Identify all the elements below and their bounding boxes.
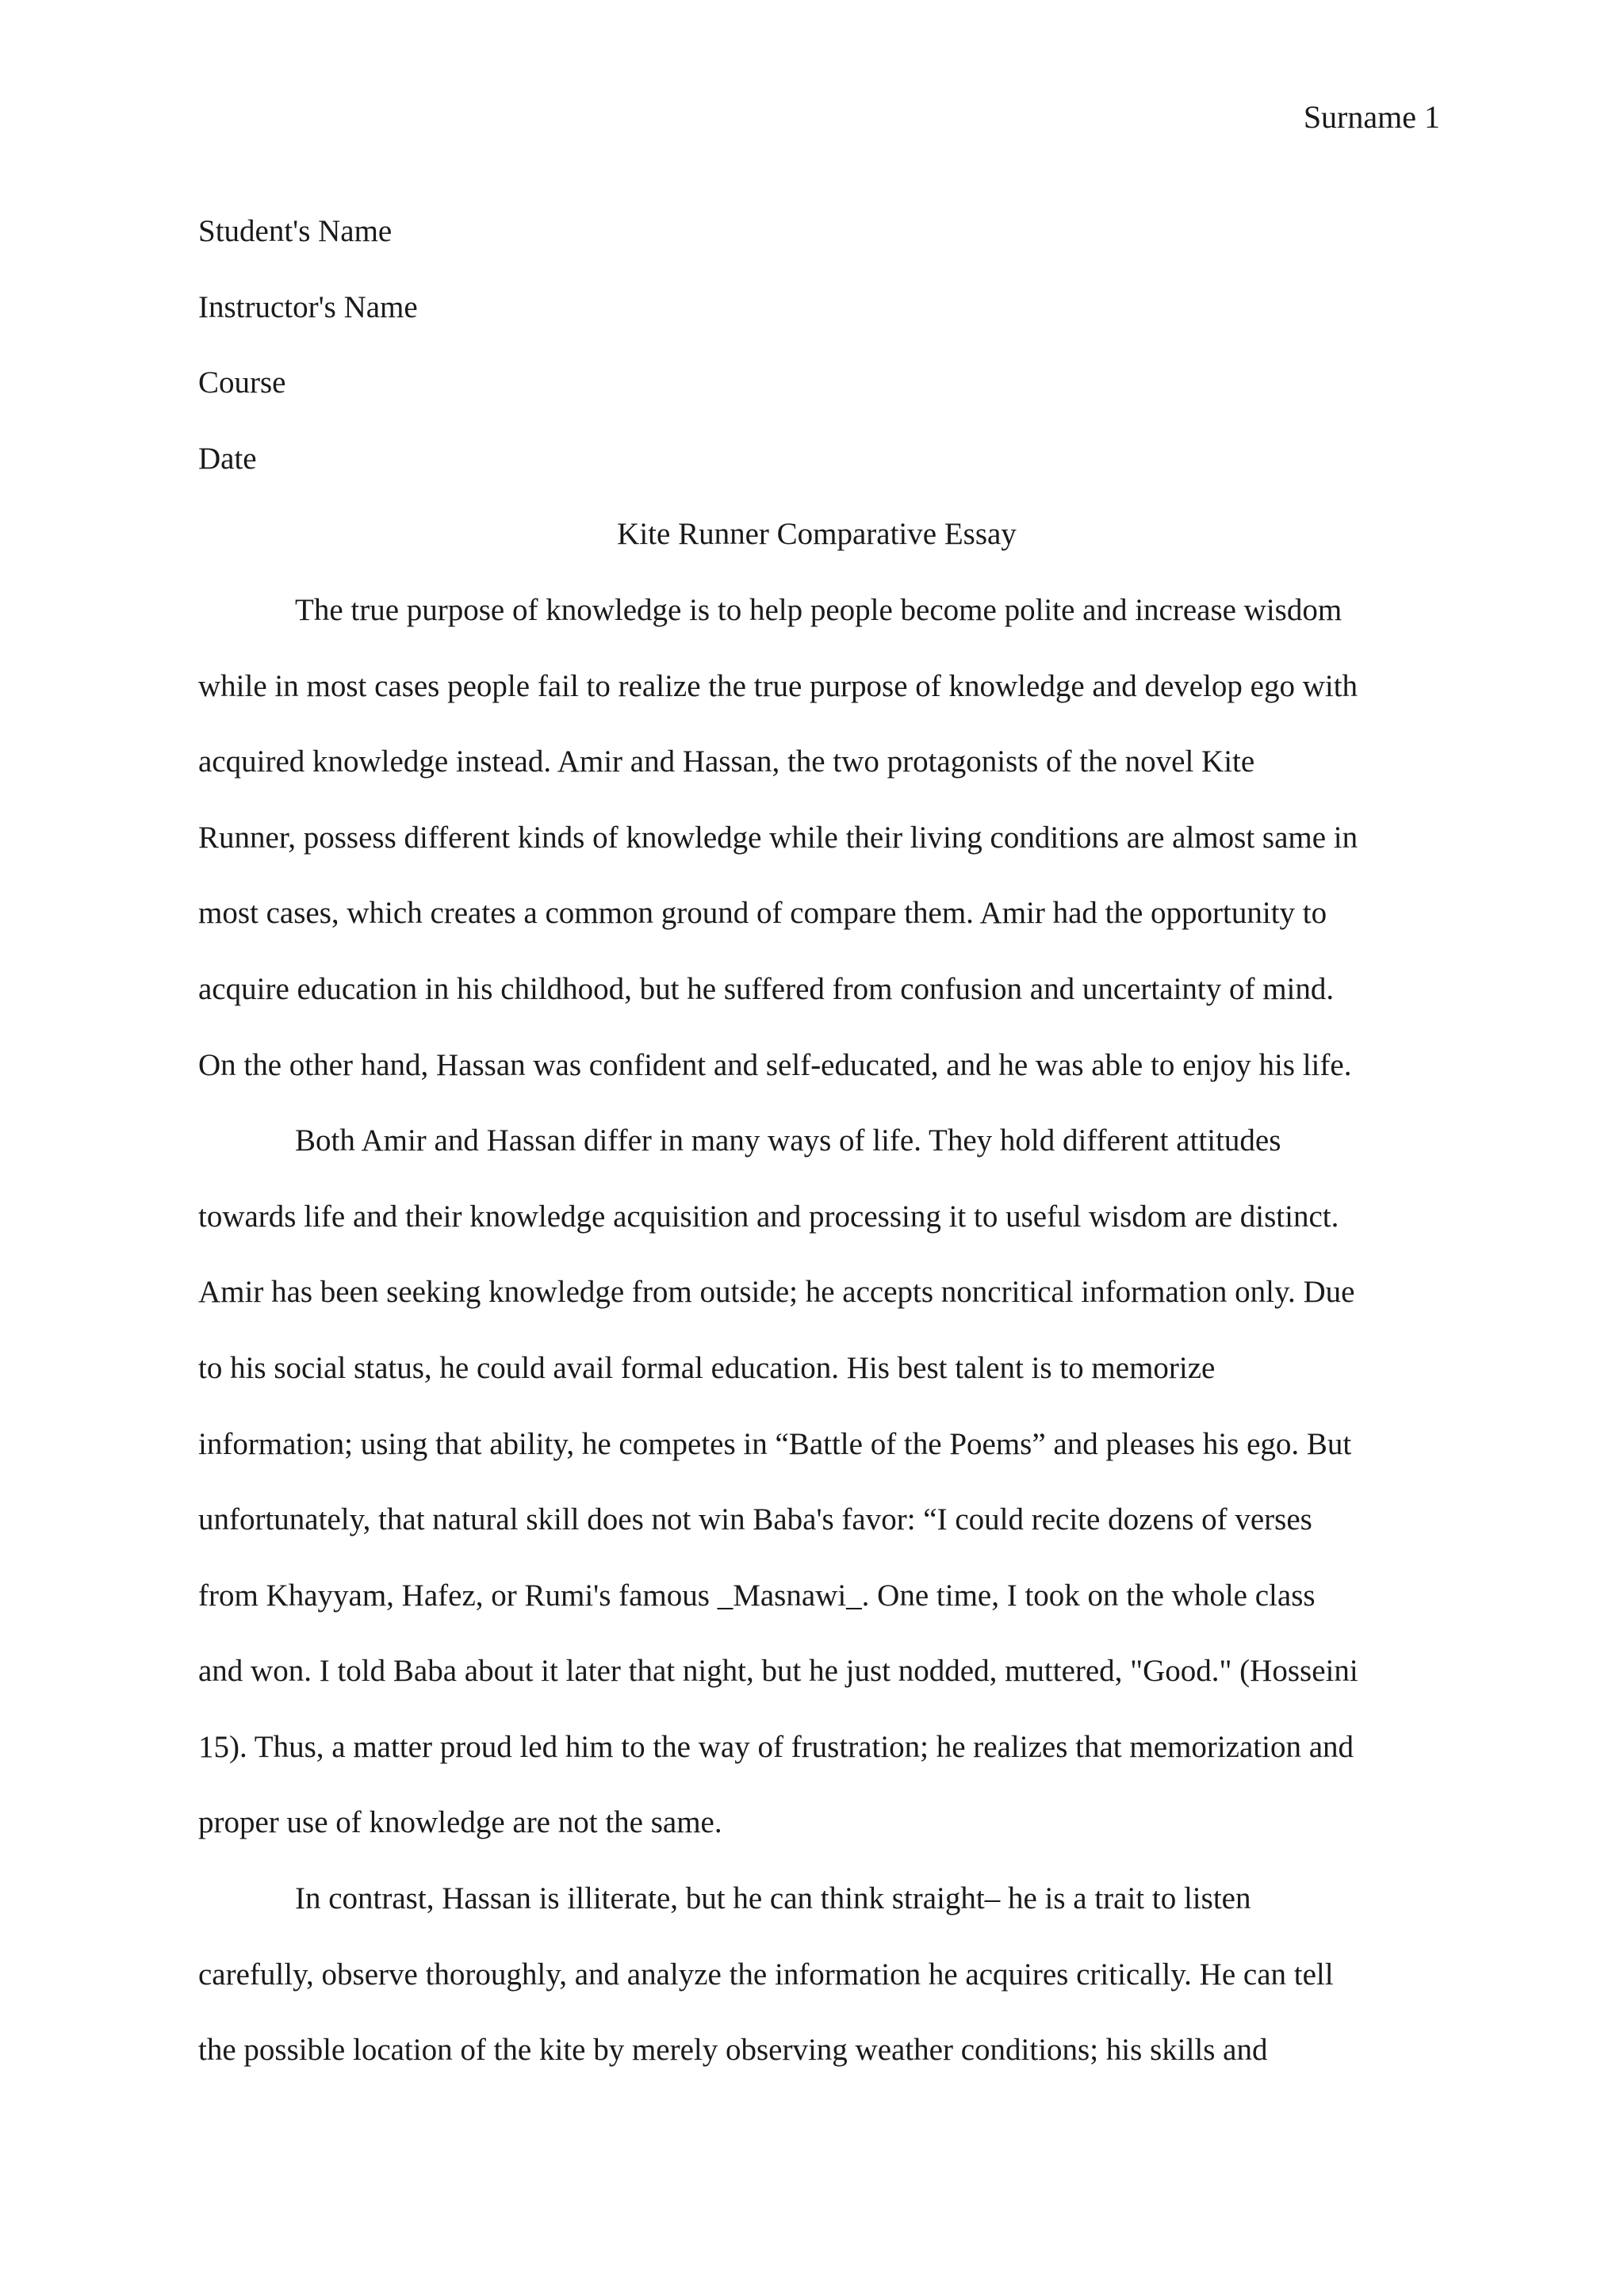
essay-title: Kite Runner Comparative Essay: [617, 517, 1017, 552]
instructor-name-line: Instructor's Name: [198, 289, 418, 324]
paragraph-3: [198, 1861, 1435, 2088]
paragraph-1: [198, 572, 1435, 1103]
paragraph-line: most cases, which creates a common ground of compare them. Amir had the opportunity to: [198, 896, 1327, 931]
paragraph-line: while in most cases people fail to realize the true purpose of knowledge and develop ego with: [198, 668, 1358, 703]
student-name-line: Student's Name: [198, 214, 393, 248]
paragraph-line: towards life and their knowledge acquisition and processing it to useful wisdom are distinct.: [198, 1199, 1339, 1234]
date-line: Date: [198, 441, 257, 476]
paragraph-line: acquire education in his childhood, but he suffered from confusion and uncertainty of mind.: [198, 971, 1335, 1006]
paragraph-line: Both Amir and Hassan differ in many ways of life. They hold different attitudes: [295, 1123, 1281, 1158]
paragraph-line: On the other hand, Hassan was confident and self-educated, and he was able to enjoy his life.: [198, 1047, 1352, 1082]
paragraph-2: [198, 1103, 1435, 1861]
paragraph-line: and won. I told Baba about it later that night, but he just nodded, muttered, "Good." (Hosseini: [198, 1654, 1358, 1689]
paragraph-line: carefully, observe thoroughly, and analyze the information he acquires critically. He can tell: [198, 1957, 1334, 1992]
paragraph-line: Runner, possess different kinds of knowledge while their living conditions are almost same in: [198, 820, 1358, 855]
paragraph-line: 15). Thus, a matter proud led him to the way of frustration; he realizes that memorization and: [198, 1729, 1354, 1764]
running-head: Surname 1: [1303, 99, 1440, 135]
paragraph-line: Amir has been seeking knowledge from outside; he accepts noncritical information only. Due: [198, 1275, 1355, 1310]
paragraph-line: the possible location of the kite by merely observing weather conditions; his skills and: [198, 2033, 1268, 2068]
paragraph-line: from Khayyam, Hafez, or Rumi's famous _Masnawi_. One time, I took on the whole class: [198, 1578, 1316, 1613]
paragraph-line: In contrast, Hassan is illiterate, but he can think straight– he is a trait to listen: [295, 1881, 1251, 1916]
paragraph-line: proper use of knowledge are not the same.: [198, 1805, 722, 1840]
paragraph-line: information; using that ability, he competes in “Battle of the Poems” and pleases his ego. But: [198, 1426, 1352, 1461]
paragraph-line: acquired knowledge instead. Amir and Hassan, the two protagonists of the novel Kite: [198, 744, 1255, 779]
document-body: [198, 193, 1435, 2088]
course-line: Course: [198, 365, 286, 400]
paragraph-line: to his social status, he could avail formal education. His best talent is to memorize: [198, 1350, 1216, 1385]
paragraph-line: unfortunately, that natural skill does not win Baba's favor: “I could recite dozens of verses: [198, 1502, 1312, 1537]
paragraph-line: The true purpose of knowledge is to help people become polite and increase wisdom: [295, 592, 1342, 627]
